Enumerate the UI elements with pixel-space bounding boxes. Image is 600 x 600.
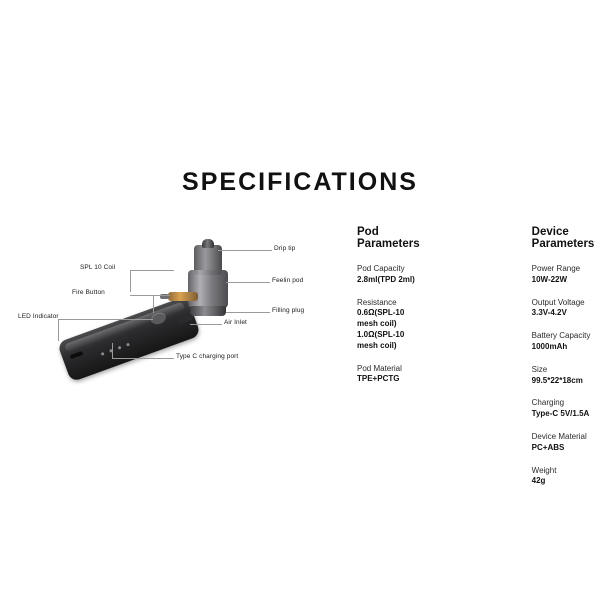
leader-line-filling-plug — [226, 312, 270, 313]
leader-line-drip-tip — [218, 250, 272, 251]
label-air-inlet: Air Inlet — [224, 319, 247, 326]
spec-label-battery-capacity: Battery Capacity — [531, 331, 591, 341]
spec-label-charging: Charging — [531, 398, 565, 408]
label-led-indicator: LED Indicator — [18, 313, 59, 320]
label-fire-button: Fire Button — [72, 289, 105, 296]
spec-item-pod-capacity — [357, 264, 420, 286]
spec-item-power-range — [532, 264, 595, 286]
leader-line-fire-drop — [153, 295, 154, 313]
spec-label-output-voltage: Output Voltage — [531, 297, 585, 307]
leader-line-air-inlet — [190, 324, 222, 325]
device-parameters-heading: Device Parameters — [531, 226, 595, 250]
pod-parameters-column — [357, 226, 420, 499]
spec-label-size: Size — [531, 364, 548, 374]
pod-base-illustration — [190, 306, 226, 316]
label-filling-plug: Filling plug — [272, 307, 305, 314]
spec-item-pod-material — [357, 364, 420, 386]
spec-value-charging: Type-C 5V/1.5A — [531, 409, 590, 419]
label-spl-10-coil: SPL 10 Coil — [80, 264, 116, 271]
label-feelin-pod: Feelin pod — [272, 277, 304, 284]
leader-line-fire-button — [130, 295, 170, 296]
spec-value-power-range: 10W-22W — [531, 274, 568, 284]
spec-item-size — [532, 365, 595, 387]
leader-line-coil-drop — [130, 270, 131, 292]
page-title: SPECIFICATIONS — [182, 168, 418, 196]
spec-value-resistance-2: 1.0Ω(SPL-10 mesh coil) — [357, 329, 405, 350]
spec-item-device-material — [532, 432, 595, 454]
device-parameters-column — [532, 226, 595, 499]
spec-value-size: 99.5*22*18cm — [531, 375, 583, 385]
leader-line-spl-10-coil — [130, 270, 174, 271]
spec-value-resistance-1: 0.6Ω(SPL-10 mesh coil) — [357, 308, 405, 329]
leader-line-feelin-pod — [226, 282, 270, 283]
specifications-columns — [357, 226, 595, 499]
spec-label-pod-material: Pod Material — [357, 363, 402, 373]
spec-label-power-range: Power Range — [531, 264, 581, 273]
label-type-c-charging-port: Type C charging port — [176, 353, 239, 360]
product-diagram — [18, 240, 352, 420]
spec-label-resistance: Resistance — [357, 297, 397, 307]
spec-label-device-material: Device Material — [531, 431, 587, 441]
label-drip-tip: Drip tip — [274, 245, 296, 252]
spec-item-charging — [532, 398, 595, 420]
spec-item-weight — [532, 466, 595, 488]
leader-line-led-indicator — [58, 319, 153, 320]
spec-item-output-voltage — [532, 298, 595, 320]
leader-line-led-drop — [58, 319, 59, 341]
pod-parameters-heading: Pod Parameters — [357, 226, 420, 250]
spec-value-device-material: PC+ABS — [531, 442, 565, 452]
spec-item-resistance — [357, 298, 420, 352]
spec-value-output-voltage: 3.3V-4.2V — [531, 308, 567, 318]
leader-line-type-c-drop — [112, 343, 113, 359]
pod-illustration — [188, 270, 228, 308]
leader-line-type-c — [112, 358, 174, 359]
spec-label-weight: Weight — [531, 465, 557, 475]
coil-illustration — [168, 292, 198, 301]
spec-item-battery-capacity — [532, 331, 595, 353]
spec-value-weight: 42g — [531, 476, 546, 486]
spec-value-pod-material: TPE+PCTG — [357, 374, 400, 384]
spec-label-pod-capacity: Pod Capacity — [357, 264, 405, 273]
spec-value-battery-capacity: 1000mAh — [531, 341, 568, 351]
spec-value-pod-capacity: 2.8ml(TPD 2ml) — [357, 274, 415, 284]
